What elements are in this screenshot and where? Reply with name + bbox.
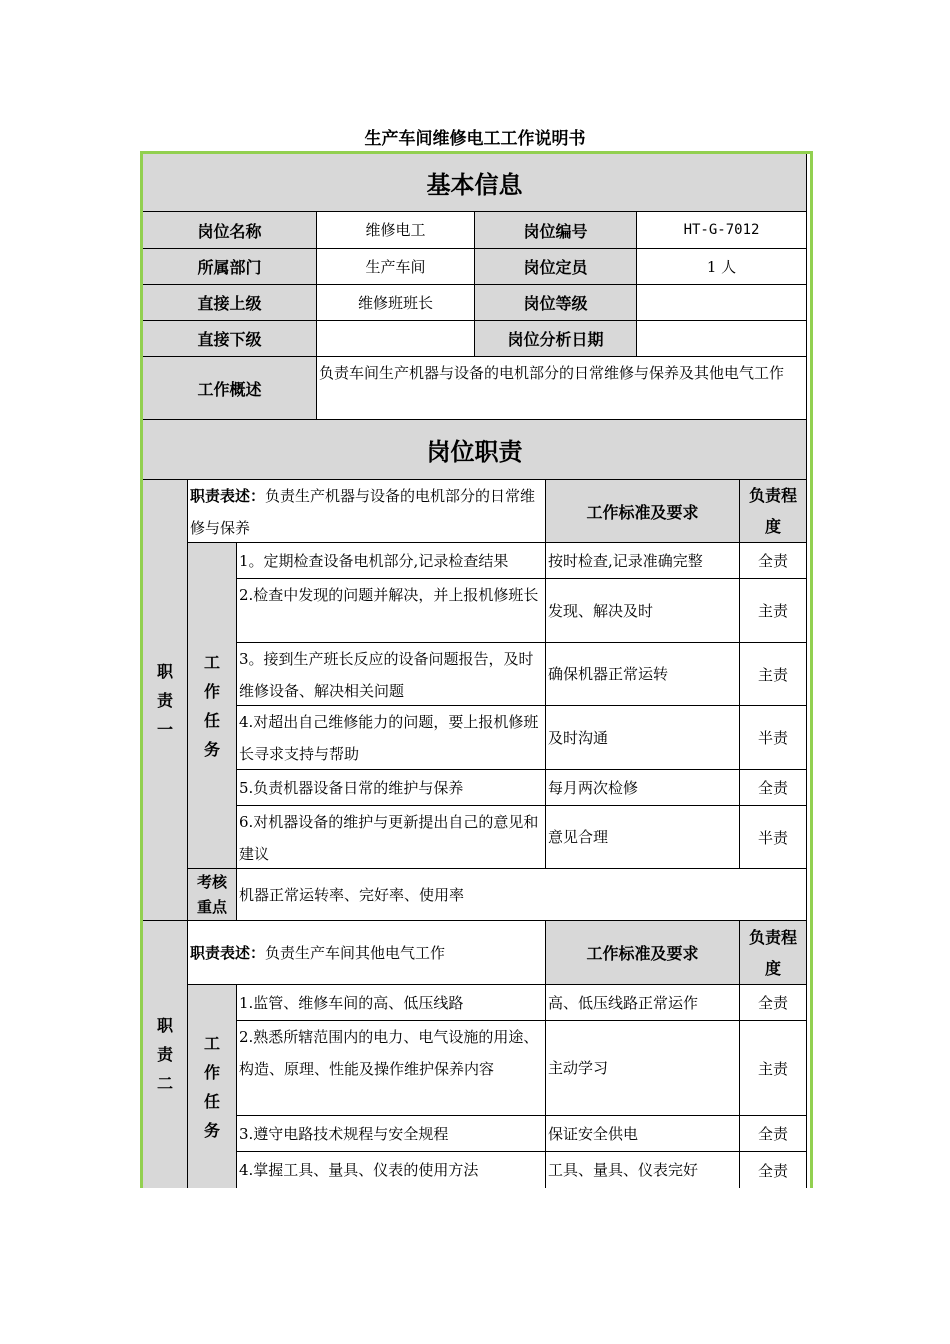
- position-code-label: 岗位编号: [475, 212, 637, 249]
- task-standard: 意见合理: [546, 806, 740, 869]
- duty-one-description: 职责表述：负责生产机器与设备的电机部分的日常维修与保养: [188, 480, 546, 543]
- direct-superior-value: 维修班班长: [317, 285, 475, 321]
- duty-two-responsibility-header: 负责程度: [740, 921, 807, 985]
- task-row: 3。接到生产班长反应的设备问题报告，及时维修设备、解决相关问题: [237, 643, 546, 706]
- task-responsibility: 主责: [740, 579, 807, 643]
- duty-one-task-label: 工作任务: [188, 543, 237, 869]
- task-standard: 高、低压线路正常运作: [546, 985, 740, 1021]
- document-title: 生产车间维修电工工作说明书: [364, 129, 586, 149]
- task-responsibility: 全责: [740, 770, 807, 806]
- headcount-value: 1 人: [637, 249, 807, 285]
- task-standard: 按时检查,记录准确完整: [546, 543, 740, 579]
- task-standard: 发现、解决及时: [546, 579, 740, 643]
- task-row: 4.掌握工具、量具、仪表的使用方法: [237, 1152, 546, 1188]
- task-standard: 每月两次检修: [546, 770, 740, 806]
- task-responsibility: 全责: [740, 543, 807, 579]
- duties-header: 岗位职责: [143, 420, 807, 480]
- direct-superior-label: 直接上级: [143, 285, 317, 321]
- task-row: 5.负责机器设备日常的维护与保养: [237, 770, 546, 806]
- task-row: 4.对超出自己维修能力的问题，要上报机修班长寻求支持与帮助: [237, 706, 546, 770]
- direct-subordinate-label: 直接下级: [143, 321, 317, 357]
- task-row: 2.熟悉所辖范围内的电力、电气设施的用途、构造、原理、性能及操作维护保养内容: [237, 1021, 546, 1116]
- task-standard: 主动学习: [546, 1021, 740, 1116]
- task-standard: 保证安全供电: [546, 1116, 740, 1152]
- duty-one-responsibility-header: 负责程度: [740, 480, 807, 543]
- work-summary-label: 工作概述: [143, 357, 317, 420]
- position-grade-label: 岗位等级: [475, 285, 637, 321]
- task-responsibility: 半责: [740, 806, 807, 869]
- task-responsibility: 全责: [740, 1152, 807, 1188]
- position-code-value: HT-G-7012: [637, 212, 807, 249]
- position-name-label: 岗位名称: [143, 212, 317, 249]
- task-row: 1。定期检查设备电机部分,记录检查结果: [237, 543, 546, 579]
- task-responsibility: 半责: [740, 706, 807, 770]
- task-responsibility: 主责: [740, 643, 807, 706]
- duty-two-label: 职责二: [143, 921, 188, 1188]
- task-standard: 确保机器正常运转: [546, 643, 740, 706]
- position-grade-value: [637, 285, 807, 321]
- duty-one-standard-header: 工作标准及要求: [546, 480, 740, 543]
- task-standard: 及时沟通: [546, 706, 740, 770]
- kpi-label: 考核重点: [188, 869, 237, 921]
- task-row: 2.检查中发现的问题并解决，并上报机修班长: [237, 579, 546, 643]
- analysis-date-value: [637, 321, 807, 357]
- headcount-label: 岗位定员: [475, 249, 637, 285]
- task-responsibility: 全责: [740, 985, 807, 1021]
- task-row: 6.对机器设备的维护与更新提出自己的意见和建议: [237, 806, 546, 869]
- duty-two-task-label: 工作任务: [188, 985, 237, 1188]
- duty-two-standard-header: 工作标准及要求: [546, 921, 740, 985]
- task-standard: 工具、量具、仪表完好: [546, 1152, 740, 1188]
- duty-two-description: 职责表述： 负责生产车间其他电气工作: [188, 921, 546, 985]
- department-value: 生产车间: [317, 249, 475, 285]
- kpi-value: 机器正常运转率、完好率、使用率: [237, 869, 807, 921]
- task-row: 1.监管、维修车间的高、低压线路: [237, 985, 546, 1021]
- task-responsibility: 主责: [740, 1021, 807, 1116]
- department-label: 所属部门: [143, 249, 317, 285]
- direct-subordinate-value: [317, 321, 475, 357]
- duty-one-label: 职责一: [143, 480, 188, 921]
- analysis-date-label: 岗位分析日期: [475, 321, 637, 357]
- work-summary-value: 负责车间生产机器与设备的电机部分的日常维修与保养及其他电气工作: [317, 357, 807, 420]
- basic-info-header: 基本信息: [143, 154, 807, 212]
- task-responsibility: 全责: [740, 1116, 807, 1152]
- task-row: 3.遵守电路技术规程与安全规程: [237, 1116, 546, 1152]
- position-name-value: 维修电工: [317, 212, 475, 249]
- job-description-table: [143, 154, 807, 1188]
